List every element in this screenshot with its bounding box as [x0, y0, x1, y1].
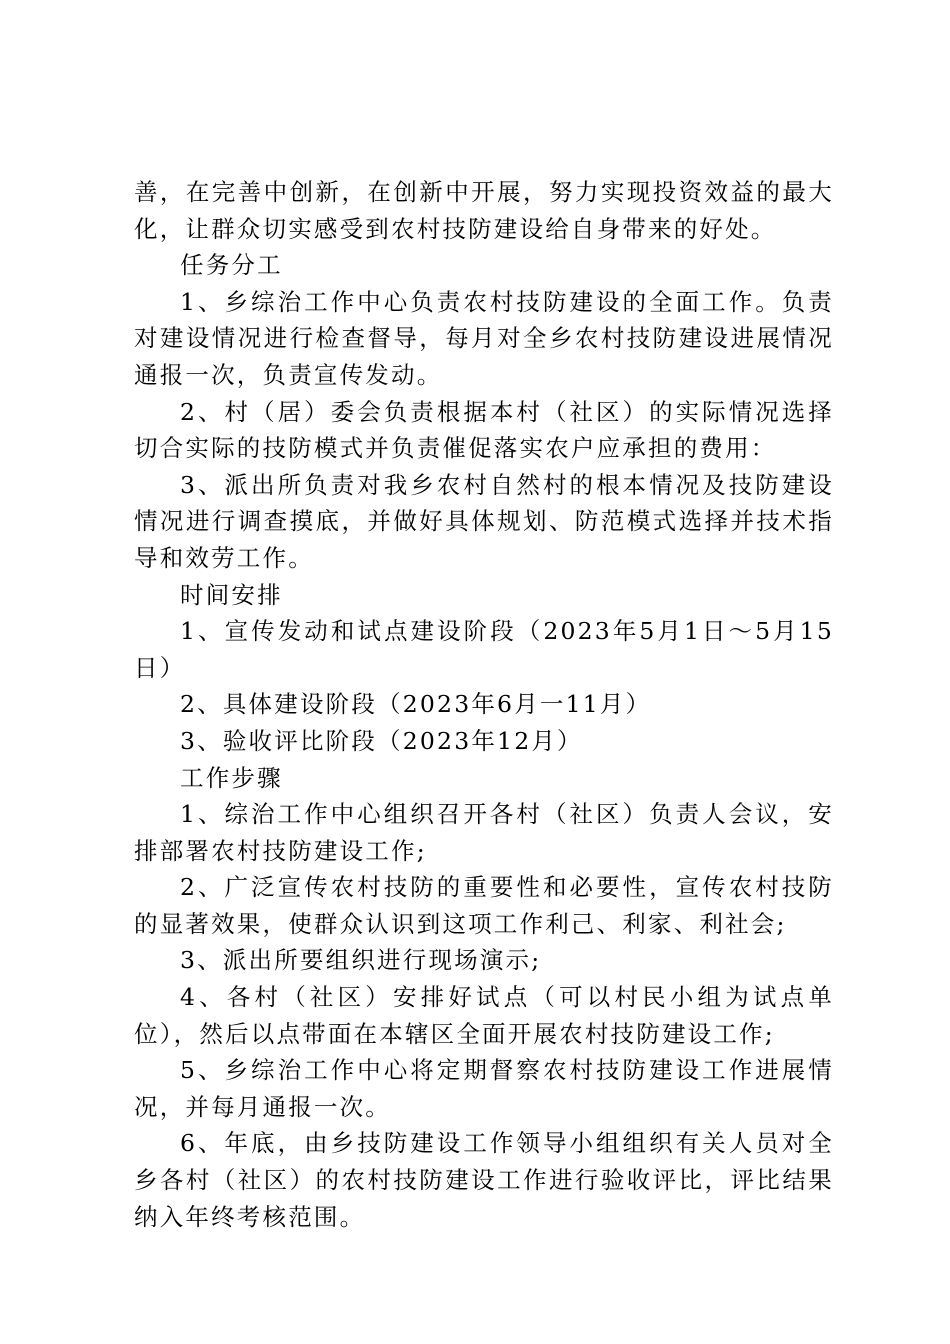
- step-item-1: 1、综治工作中心组织召开各村（社区）负责人会议，安排部署农村技防建设工作;: [134, 800, 834, 865]
- schedule-item-3: 3、验收评比阶段（2023年12月）: [180, 726, 583, 755]
- document-body: [134, 174, 834, 1235]
- task-item-3: 3、派出所负责对我乡农村自然村的根本情况及技防建设情况进行调查摸底，并做好具体规划、防范模式选择并技术指导和效劳工作。: [134, 470, 834, 572]
- section-heading-work-steps: 工作步骤: [180, 763, 283, 792]
- step-item-5: 5、乡综治工作中心将定期督察农村技防建设工作进展情况，并每月通报一次。: [134, 1056, 834, 1121]
- opening-paragraph: 善，在完善中创新，在创新中开展，努力实现投资效益的最大化，让群众切实感受到农村技防建设给自身带来的好处。: [134, 178, 834, 243]
- step-item-2: 2、广泛宣传农村技防的重要性和必要性，宣传农村技防的显著效果，使群众认识到这项工作利己、利家、利社会;: [134, 873, 834, 938]
- step-item-4: 4、各村（社区）安排好试点（可以村民小组为试点单位），然后以点带面在本辖区全面开展农村技防建设工作;: [134, 983, 834, 1048]
- section-heading-task-division: 任务分工: [180, 251, 283, 280]
- step-item-6: 6、年底，由乡技防建设工作领导小组组织有关人员对全乡各村（社区）的农村技防建设工作进行验收评比，评比结果纳入年终考核范围。: [134, 1129, 834, 1231]
- section-heading-schedule: 时间安排: [180, 580, 283, 609]
- task-item-2: 2、村（居）委会负责根据本村（社区）的实际情况选择切合实际的技防模式并负责催促落实农户应承担的费用：: [134, 397, 834, 463]
- schedule-item-1: 1、宣传发动和试点建设阶段（2023年5月1日～5月15日）: [134, 617, 834, 682]
- task-item-1: 1、乡综治工作中心负责农村技防建设的全面工作。负责对建设情况进行检查督导，每月对全乡农村技防建设进展情况通报一次，负责宣传发动。: [134, 287, 834, 389]
- step-item-3: 3、派出所要组织进行现场演示;: [180, 946, 542, 975]
- schedule-item-2: 2、具体建设阶段（2023年6月一11月）: [180, 690, 652, 719]
